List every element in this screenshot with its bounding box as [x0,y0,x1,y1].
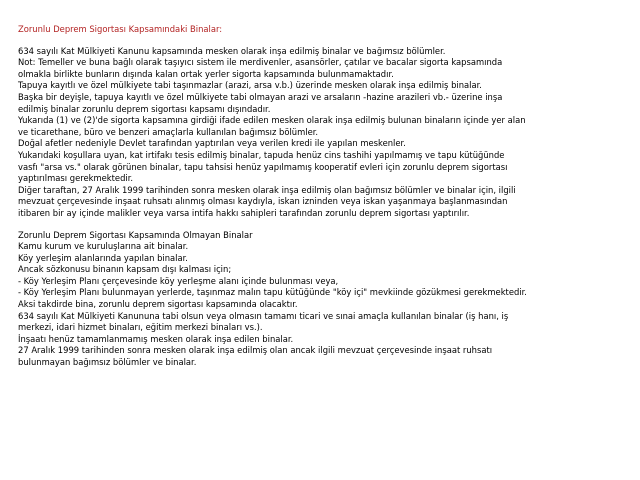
covered-text-line: olmakla birlikte bunların dışında kalan ortak yerler sigorta kapsamında bulunmamaktadır. [18,68,394,79]
covered-text-line: itibaren bir ay içinde malikler veya varsa intifa hakkı sahipleri tarafından zorunlu deprem sigortası yaptırılır. [18,207,470,218]
excluded-text-line: Kamu kurum ve kuruluşlarına ait binalar. [18,241,189,252]
excluded-text-line: Zorunlu Deprem Sigortası Kapsamında Olmayan Binalar [18,229,253,240]
document-heading: Zorunlu Deprem Sigortası Kapsamındaki Binalar: [18,24,223,34]
excluded-text-line: Köy yerleşim alanlarında yapılan binalar. [18,252,188,263]
excluded-text-line: bulunmayan bağımsız bölümler ve binalar. [18,357,197,368]
covered-text-line: yaptırılması gerekmektedir. [18,173,134,184]
covered-text-line: Yukarıdaki koşullara uyan, kat irtifakı tesis edilmiş binalar, tapuda henüz cins tashihi yapılmamış ve tapu kütüğünde [18,149,505,160]
covered-text-line: mevzuat çerçevesinde inşaat ruhsatı alınmış olması kaydıyla, iskan izninden veya iskan yaşanmaya başlanmasından [18,196,508,207]
excluded-text-line: Ancak sözkonusu binanın kapsam dışı kalması için; [18,264,232,275]
covered-text-line: Yukarıda (1) ve (2)'de sigorta kapsamına girdiği ifade edilen mesken olarak inşa edilmiş bulunan binaların içinde yer alan [18,115,526,126]
excluded-text-line: 634 sayılı Kat Mülkiyeti Kanununa tabi olsun veya olmasın tamamı ticari ve sınai amaçla kullanılan binalar (iş hanı, iş [18,310,509,321]
covered-text-line: Not: Temeller ve buna bağlı olarak taşıyıcı sistem ile merdivenler, asansörler, çatılar ve bacalar sigorta kapsamında [18,57,503,68]
covered-text-line: ve ticarethane, büro ve benzeri amaçlarla kullanılan bağımsız bölümler. [18,126,319,137]
excluded-text-line: İnşaatı henüz tamamlanmamış mesken olarak inşa edilen binalar. [18,333,294,344]
covered-text-line: Başka bir deyişle, tapuya kayıtlı ve özel mülkiyete tabi olmayan arazi ve arsaların -hazine arazileri vb.- üzerine inşa [18,91,503,102]
excluded-buildings-section [18,230,636,369]
covered-buildings-section [18,46,636,220]
excluded-text-line: 27 Aralık 1999 tarihinden sonra mesken olarak inşa edilmiş olan ancak ilgili mevzuat çerçevesinde inşaat ruhsatı [18,345,493,356]
covered-text-line: Diğer taraftan, 27 Aralık 1999 tarihinden sonra mesken olarak inşa edilmiş olan bağımsız bölümler ve binalar için, ilgili [18,184,516,195]
excluded-text-line: merkezi, idari hizmet binaları, eğitim merkezi binaları vs.). [18,322,263,333]
excluded-text-line: Aksi takdirde bina, zorunlu deprem sigortası kapsamında olacaktır. [18,299,298,310]
excluded-text-line: - Köy Yerleşim Planı bulunmayan yerlerde, taşınmaz malın tapu kütüğünde "köy içi" mevkiinde gözükmesi gerekmektedir. [18,287,527,298]
excluded-text-line: - Köy Yerleşim Planı çerçevesinde köy yerleşme alanı içinde bulunması veya, [18,275,339,286]
covered-text-line: Doğal afetler nedeniyle Devlet tarafından yaptırılan veya verilen kredi ile yapılan meskenler. [18,138,406,149]
covered-text-line: 634 sayılı Kat Mülkiyeti Kanunu kapsamında mesken olarak inşa edilmiş binalar ve bağımsız bölümler. [18,45,446,56]
covered-text-line: vasfı "arsa vs." olarak görünen binalar, tapu tahsisi henüz yapılmamış kooperatif evleri için zorunlu deprem sigortası [18,161,508,172]
covered-text-line: edilmiş binalar zorunlu deprem sigortası kapsamı dışındadır. [18,103,271,114]
document [18,24,636,379]
covered-text-line: Tapuya kayıtlı ve özel mülkiyete tabi taşınmazlar (arazi, arsa v.b.) üzerinde mesken olarak inşa edilmiş binalar. [18,80,482,91]
